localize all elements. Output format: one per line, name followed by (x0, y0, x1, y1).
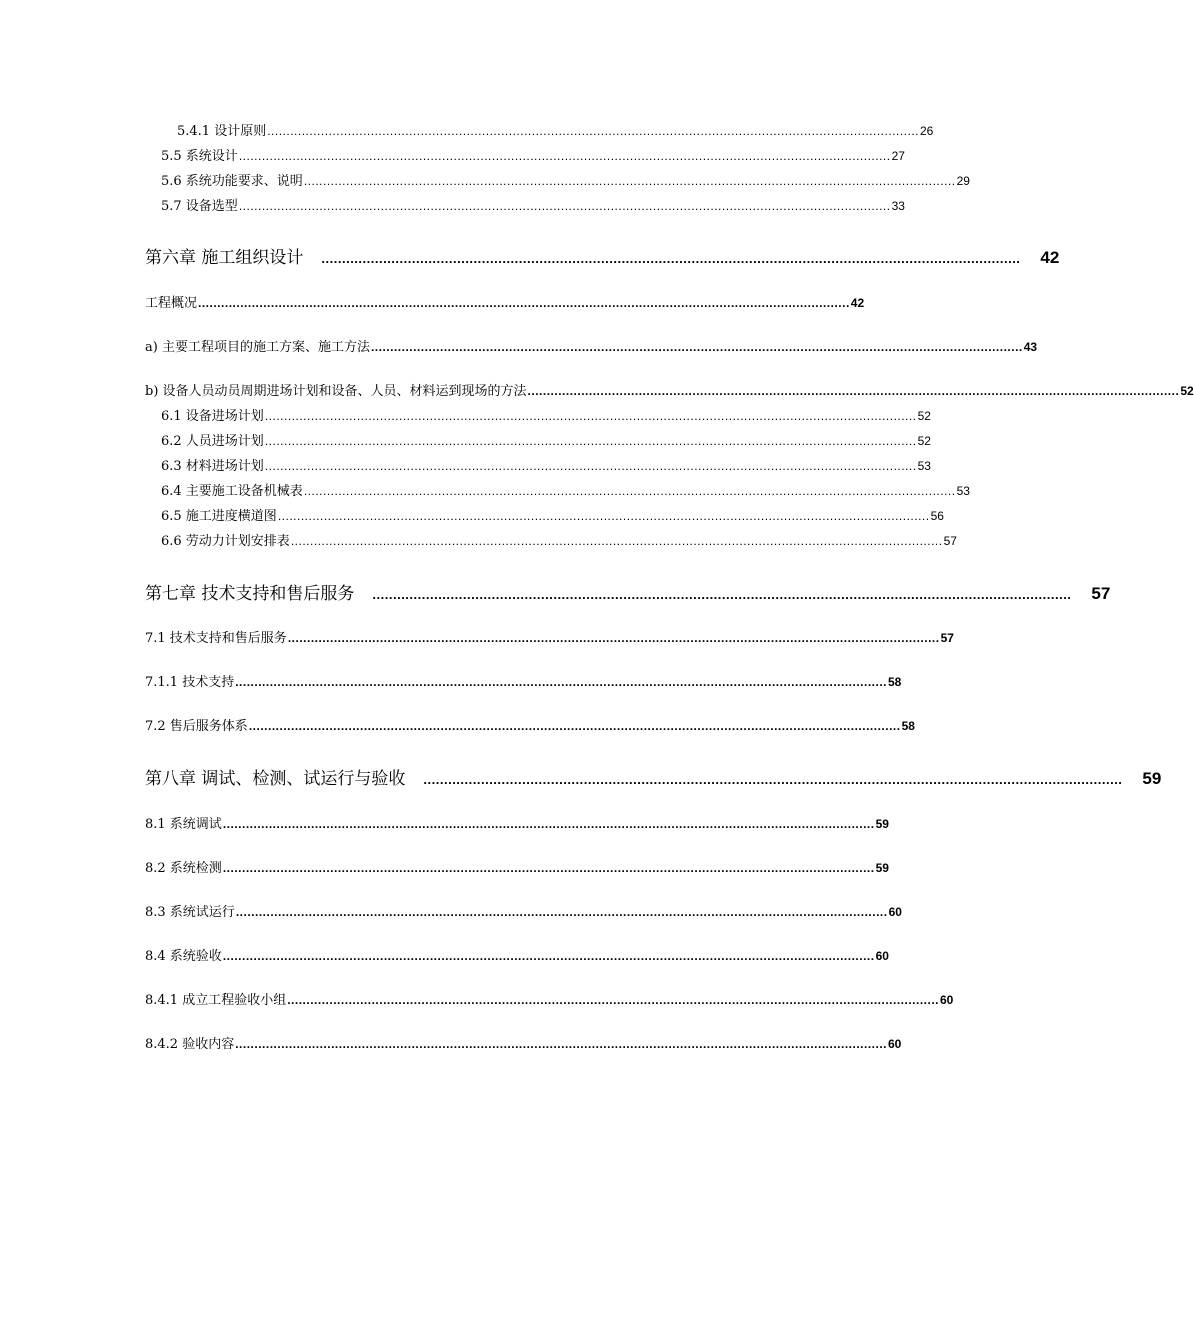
toc-entry-label: 6.5 施工进度横道图 (161, 509, 277, 524)
toc-entry-label: 6.6 劳动力计划安排表 (161, 534, 290, 549)
dot-leader: .......................................................................................................................................................................... (527, 384, 1180, 398)
toc-chapter-page: 57 (1091, 584, 1111, 603)
toc-entry-label: 8.2 系统检测 (145, 861, 222, 876)
toc-entry-8-2[interactable] (145, 857, 889, 876)
toc-entry-page: 59 (875, 861, 889, 875)
toc-entry-page: 42 (850, 296, 865, 310)
dot-leader: .......................................................................................................................................................................... (321, 251, 1021, 266)
toc-entry-label: 7.1 技术支持和售后服务 (145, 631, 287, 646)
toc-entry-page: 29 (956, 174, 970, 188)
dot-leader: .......................................................................................................................................................................... (264, 434, 917, 448)
toc-chapter-8[interactable] (145, 764, 1162, 789)
toc-entry-page: 60 (888, 1037, 902, 1051)
toc-entry-page: 52 (917, 434, 931, 448)
toc-entry-page: 60 (875, 949, 889, 963)
dot-leader: .......................................................................................................................................................................... (423, 772, 1123, 787)
toc-chapter-6[interactable] (145, 243, 1060, 268)
toc-entry-a[interactable] (145, 336, 1038, 355)
dot-leader: .......................................................................................................................................................................... (235, 675, 887, 689)
toc-entry-8-4-2[interactable] (145, 1033, 902, 1052)
toc-chapter-page: 42 (1040, 248, 1060, 267)
toc-entry-label: 8.3 系统试运行 (145, 905, 235, 920)
toc-entry-page: 52 (1180, 384, 1194, 398)
toc-entry-label: 5.6 系统功能要求、说明 (161, 174, 303, 189)
toc-entry-label: 5.5 系统设计 (161, 149, 238, 164)
toc-entry-label: 8.4 系统验收 (145, 949, 222, 964)
toc-entry-6-6[interactable] (161, 530, 957, 549)
toc-entry-page: 57 (940, 631, 954, 645)
dot-leader: .......................................................................................................................................................................... (277, 509, 930, 523)
dot-leader: .......................................................................................................................................................................... (287, 993, 939, 1007)
toc-entry-label: 6.1 设备进场计划 (161, 409, 264, 424)
toc-entry-label: 7.1.1 技术支持 (145, 675, 235, 690)
toc-entry-8-1[interactable] (145, 813, 889, 832)
toc-entry-8-4-1[interactable] (145, 989, 954, 1008)
dot-leader: .......................................................................................................................................................................... (222, 949, 875, 963)
toc-entry-label: a) 主要工程项目的施工方案、施工方法 (145, 340, 370, 355)
dot-leader: .......................................................................................................................................................................... (372, 587, 1072, 602)
toc-entry-label: 8.1 系统调试 (145, 817, 222, 832)
toc-entry-8-3[interactable] (145, 901, 902, 920)
toc-chapter-label: 第八章 调试、检测、试运行与验收 (145, 769, 406, 789)
toc-entry-b[interactable] (145, 380, 1194, 399)
dot-leader: .......................................................................................................................................................................... (303, 174, 956, 188)
toc-chapter-label: 第六章 施工组织设计 (145, 248, 304, 268)
toc-entry-page: 53 (917, 459, 931, 473)
toc-entry-6-4[interactable] (161, 480, 970, 499)
dot-leader: .......................................................................................................................................................................... (238, 149, 891, 163)
toc-entry-7-2[interactable] (145, 715, 915, 734)
toc-entry-page: 56 (930, 509, 944, 523)
toc-chapter-label: 第七章 技术支持和售后服务 (145, 584, 355, 604)
toc-entry-label: 6.2 人员进场计划 (161, 434, 264, 449)
dot-leader: .......................................................................................................................................................................... (222, 861, 875, 875)
toc-entry-label: 8.4.1 成立工程验收小组 (145, 993, 287, 1008)
toc-entry-label: 8.4.2 验收内容 (145, 1037, 235, 1052)
toc-entry-5-7[interactable] (161, 195, 905, 214)
dot-leader: .......................................................................................................................................................................... (267, 124, 919, 138)
toc-entry-5-5[interactable] (161, 145, 905, 164)
dot-leader: .......................................................................................................................................................................... (222, 817, 875, 831)
toc-chapter-page: 59 (1142, 769, 1162, 788)
toc-entry-label: 6.3 材料进场计划 (161, 459, 264, 474)
toc-entry-label: 工程概况 (145, 296, 198, 311)
toc-entry-page: 33 (891, 199, 905, 213)
toc-entry-7-1[interactable] (145, 627, 954, 646)
dot-leader: .......................................................................................................................................................................... (290, 534, 943, 548)
dot-leader: .......................................................................................................................................................................... (248, 719, 901, 733)
toc-entry-6-1[interactable] (161, 405, 931, 424)
toc-entry-label: 6.4 主要施工设备机械表 (161, 484, 303, 499)
toc-entry-page: 60 (940, 993, 954, 1007)
toc-entry-page: 57 (943, 534, 957, 548)
toc-entry-page: 26 (920, 124, 934, 138)
toc-entry-label: 5.7 设备选型 (161, 199, 238, 214)
dot-leader: .......................................................................................................................................................................... (287, 631, 940, 645)
dot-leader: .......................................................................................................................................................................... (235, 905, 888, 919)
toc-entry-page: 58 (888, 675, 902, 689)
dot-leader: .......................................................................................................................................................................... (370, 340, 1023, 354)
toc-entry-label: 5.4.1 设计原则 (177, 124, 267, 139)
toc-entry-5-6[interactable] (161, 170, 970, 189)
toc-chapter-7[interactable] (145, 579, 1111, 604)
dot-leader: .......................................................................................................................................................................... (264, 409, 917, 423)
toc-entry-7-1-1[interactable] (145, 671, 902, 690)
toc-entry-gongcheng-gaikuang[interactable] (145, 292, 865, 311)
toc-entry-page: 27 (891, 149, 905, 163)
toc-entry-6-2[interactable] (161, 430, 931, 449)
toc-entry-page: 52 (917, 409, 931, 423)
toc-entry-label: 7.2 售后服务体系 (145, 719, 248, 734)
toc-entry-8-4[interactable] (145, 945, 889, 964)
toc-entry-6-5[interactable] (161, 505, 944, 524)
dot-leader: .......................................................................................................................................................................... (235, 1037, 887, 1051)
toc-entry-page: 60 (888, 905, 902, 919)
toc-entry-page: 53 (956, 484, 970, 498)
toc-entry-page: 59 (875, 817, 889, 831)
dot-leader: .......................................................................................................................................................................... (303, 484, 956, 498)
dot-leader: .......................................................................................................................................................................... (264, 459, 917, 473)
toc-entry-page: 58 (901, 719, 915, 733)
toc-entry-5-4-1[interactable] (177, 120, 934, 139)
toc-entry-label: b) 设备人员动员周期进场计划和设备、人员、材料运到现场的方法 (145, 384, 527, 399)
dot-leader: .......................................................................................................................................................................... (198, 296, 850, 310)
dot-leader: .......................................................................................................................................................................... (238, 199, 891, 213)
toc-entry-page: 43 (1023, 340, 1038, 354)
toc-entry-6-3[interactable] (161, 455, 931, 474)
